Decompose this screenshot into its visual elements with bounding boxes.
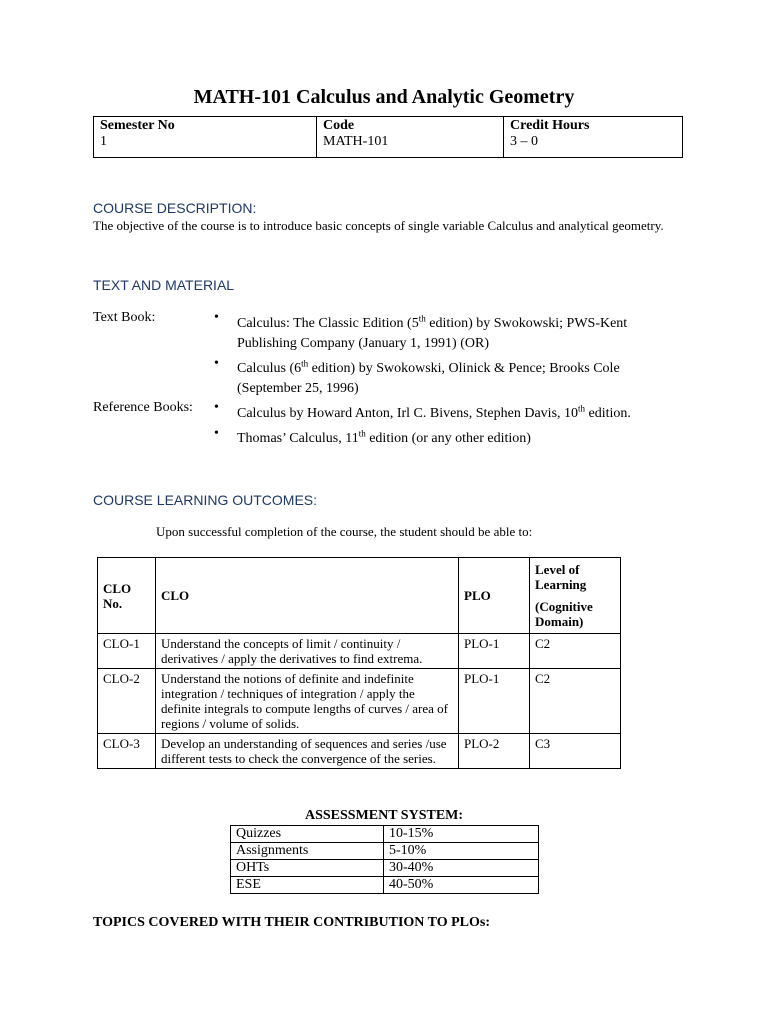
textbook-list <box>214 308 684 399</box>
reference-entry: Calculus by Howard Anton, Irl C. Bivens, Stephen Davis, 10th edition. <box>237 403 631 421</box>
semester-value: 1 <box>100 134 107 149</box>
list-item: • Calculus by Howard Anton, Irl C. Bivens, Stephen Davis, 10th edition. <box>214 400 631 421</box>
assessment-item: Quizzes <box>231 826 384 843</box>
clo-no-cell: CLO-2 <box>98 669 156 734</box>
column-header-clo-no: CLO No. <box>98 558 156 634</box>
assessment-heading: ASSESSMENT SYSTEM: <box>304 808 464 823</box>
level-header-line1: Level of Learning <box>535 562 587 592</box>
clo-table-header <box>98 558 621 634</box>
assessment-weight: 40-50% <box>384 877 539 894</box>
semester-label: Semester No <box>100 118 175 133</box>
column-header-clo: CLO <box>156 558 459 634</box>
assessment-table <box>230 825 539 894</box>
credit-cell <box>504 117 683 158</box>
credit-value: 3 – 0 <box>510 134 538 149</box>
course-description-text: The objective of the course is to introduce basic concepts of single variable Calculus and analytical geometry. <box>93 218 664 233</box>
plo-cell: PLO-2 <box>459 734 530 769</box>
code-value: MATH-101 <box>323 134 389 149</box>
course-description-heading: COURSE DESCRIPTION: <box>93 200 257 216</box>
level-header-line2: (Cognitive Domain) <box>535 599 593 629</box>
reference-list <box>214 398 684 449</box>
list-item: • Thomas’ Calculus, 11th edition (or any other edition) <box>214 425 531 447</box>
assessment-weight: 10-15% <box>384 826 539 843</box>
textbook-label: Text Book: <box>93 310 156 325</box>
clo-text-cell: Develop an understanding of sequences and series /use different tests to check the convergence of the series. <box>156 734 459 769</box>
table-row <box>231 877 539 894</box>
level-cell: C3 <box>530 734 621 769</box>
clo-text-cell: Understand the concepts of limit / continuity / derivatives / apply the derivatives to find extrema. <box>156 634 459 669</box>
text-material-heading: TEXT AND MATERIAL <box>93 277 235 293</box>
level-cell: C2 <box>530 669 621 734</box>
topics-heading: TOPICS COVERED WITH THEIR CONTRIBUTION TO PLOs: <box>93 915 491 930</box>
table-row <box>231 843 539 860</box>
assessment-item: OHTs <box>231 860 384 877</box>
credit-label: Credit Hours <box>510 118 590 133</box>
assessment-item: Assignments <box>231 843 384 860</box>
column-header-plo: PLO <box>459 558 530 634</box>
table-row <box>98 634 621 669</box>
code-cell <box>317 117 504 158</box>
code-label: Code <box>323 118 355 133</box>
plo-cell: PLO-1 <box>459 634 530 669</box>
textbook-entry: Calculus (6th edition) by Swokowski, Olinick & Pence; Brooks Cole (September 25, 1996) <box>237 358 620 397</box>
clo-no-cell: CLO-1 <box>98 634 156 669</box>
level-cell: C2 <box>530 634 621 669</box>
reference-entry: Thomas’ Calculus, 11th edition (or any other edition) <box>237 428 531 447</box>
clo-text-cell: Understand the notions of definite and indefinite integration / techniques of integration / apply the definite integrals to compute lengths of curves / area of regions / volume of solids. <box>156 669 459 734</box>
table-row <box>231 860 539 877</box>
column-header-level <box>530 558 621 634</box>
textbook-entry: Calculus: The Classic Edition (5th edition) by Swokowski; PWS-Kent Publishing Company (January 1, 1991) (OR) <box>237 313 628 351</box>
clo-no-cell: CLO-3 <box>98 734 156 769</box>
assessment-weight: 5-10% <box>384 843 539 860</box>
reference-label: Reference Books: <box>93 400 193 415</box>
plo-cell: PLO-1 <box>459 669 530 734</box>
list-item: • Calculus (6th edition) by Swokowski, Olinick & Pence; Brooks Cole (September 25, 1996) <box>214 355 620 397</box>
semester-cell <box>94 117 317 158</box>
table-row <box>231 826 539 843</box>
list-item: • Calculus: The Classic Edition (5th edition) by Swokowski; PWS-Kent Publishing Company (January 1, 1991) (OR) <box>214 310 628 351</box>
table-row <box>98 734 621 769</box>
assessment-item: ESE <box>231 877 384 894</box>
course-info-table <box>93 116 683 158</box>
assessment-weight: 30-40% <box>384 860 539 877</box>
learning-outcomes-heading: COURSE LEARNING OUTCOMES: <box>93 492 318 508</box>
page-title: MATH-101 Calculus and Analytic Geometry <box>193 86 575 108</box>
clo-table <box>97 557 621 769</box>
table-row <box>98 669 621 734</box>
learning-outcomes-intro: Upon successful completion of the course, the student should be able to: <box>156 524 533 539</box>
